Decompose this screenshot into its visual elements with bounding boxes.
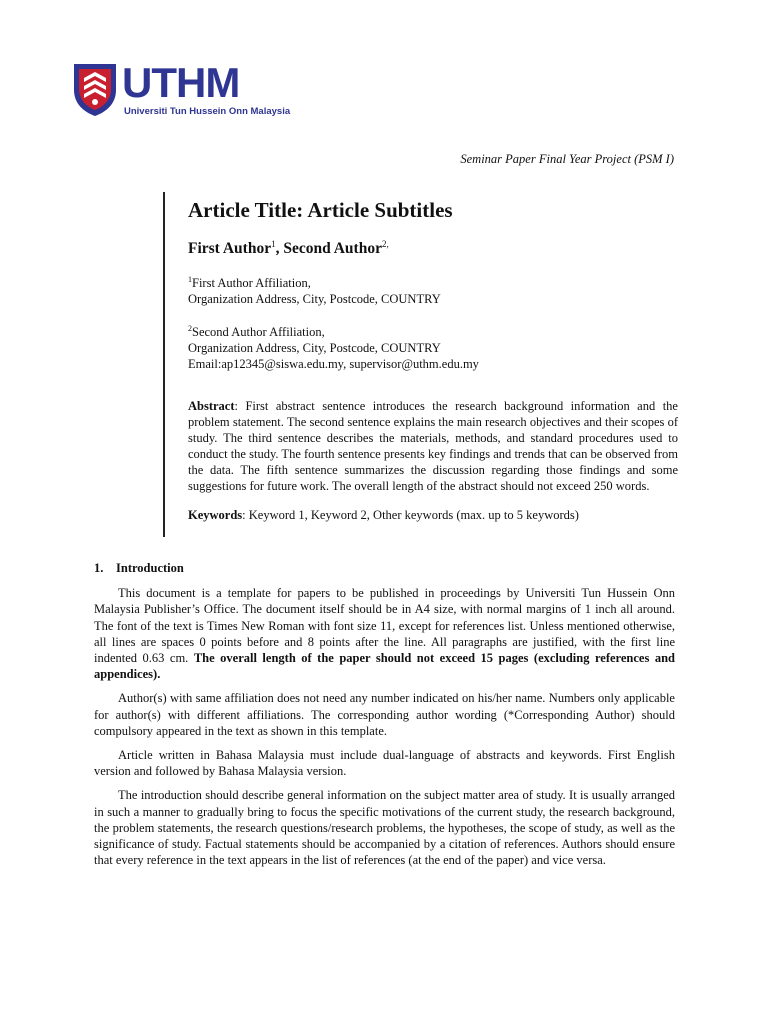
uthm-crest-icon bbox=[70, 60, 120, 118]
section-number: 1. bbox=[94, 561, 104, 575]
affiliation-2-line2: Organization Address, City, Postcode, COUNTRY bbox=[188, 341, 441, 356]
uthm-logo bbox=[70, 59, 291, 120]
affiliation-2-line1: Second Author Affiliation, bbox=[192, 325, 325, 340]
paragraph-4: The introduction should describe general information on the subject matter area of study. It is usually arranged in such a manner to gradually bring to focus the specific motivations of the current study, the research background, the problem statements, the research questions/research problems, the hypotheses, the scope of study, as well as the significance of study. Factual statements should be accompanied by a citation of references. Authors should ensure that every reference in the text appears in the list of references (at the end of the paper) and vice versa. bbox=[94, 788, 675, 868]
title-block bbox=[163, 192, 678, 537]
body-text bbox=[94, 560, 675, 876]
second-author-sup: 2, bbox=[381, 239, 389, 249]
abstract bbox=[188, 398, 678, 494]
second-author: Second Author bbox=[283, 240, 382, 258]
logo-wordmark: UTHM bbox=[122, 59, 240, 106]
section-heading bbox=[94, 560, 675, 576]
affiliation-2 bbox=[188, 321, 678, 372]
affiliation-1-sup: 1 bbox=[188, 275, 192, 285]
affiliation-1-line1: First Author Affiliation, bbox=[192, 276, 311, 291]
section-title: Introduction bbox=[116, 561, 184, 575]
first-author: First Author bbox=[188, 240, 272, 258]
paragraph-1 bbox=[94, 585, 675, 682]
keywords bbox=[188, 508, 678, 523]
paragraph-1-text: This document is a template for papers to be published in proceedings by Universiti Tun Hussein Onn Malaysia Publisher’s Office. The document itself should be in A4 size, with normal margins of 1 inch all around. The font of the text is Times New Roman with font size 11, except for references list. Unless mentioned otherwise, all lines are spaces 0 points before and 8 points after the line. All paragraphs are justified, with the first line indented 0.63 cm. bbox=[94, 586, 675, 666]
abstract-text: : First abstract sentence introduces the research background information and the problem statement. The second sentence explains the main research objectives and their scopes of study. The third sentence describes the materials, methods, and standard procedures used to conduct the study. The fourth sentence presents key findings and trends that can be observed from the data. The fifth sentence summarizes the discussion regarding those findings and some suggestions for future work. The overall length of the abstract should not exceed 250 words. bbox=[188, 399, 678, 494]
email-line: Email:ap12345@siswa.edu.my, supervisor@uthm.edu.my bbox=[188, 357, 479, 372]
affiliation-1-line2: Organization Address, City, Postcode, COUNTRY bbox=[188, 292, 441, 307]
affiliation-2-sup: 2 bbox=[188, 324, 192, 334]
first-author-sup: 1 bbox=[271, 239, 276, 249]
running-head: Seminar Paper Final Year Project (PSM I) bbox=[460, 152, 674, 166]
paragraph-2: Author(s) with same affiliation does not need any number indicated on his/her name. Numbers only applicable for author(s) with different affiliations. The corresponding author wording (*Corresponding Author) should compulsory appeared in the text as shown in this template. bbox=[94, 691, 675, 738]
keywords-text: : Keyword 1, Keyword 2, Other keywords (max. up to 5 keywords) bbox=[242, 508, 579, 523]
affiliation-1 bbox=[188, 272, 678, 307]
abstract-label: Abstract bbox=[188, 399, 235, 414]
paragraph-1-bold: The overall length of the paper should not exceed 15 pages (excluding references and appendices). bbox=[94, 651, 675, 682]
keywords-label: Keywords bbox=[188, 508, 243, 523]
article-title: Article Title: Article Subtitles bbox=[188, 198, 453, 222]
author-line bbox=[188, 239, 678, 258]
author-separator: , bbox=[275, 240, 284, 258]
logo-subtitle: Universiti Tun Hussein Onn Malaysia bbox=[124, 106, 291, 117]
paragraph-3: Article written in Bahasa Malaysia must include dual-language of abstracts and keywords. First English version and followed by Bahasa Malaysia version. bbox=[94, 748, 675, 779]
